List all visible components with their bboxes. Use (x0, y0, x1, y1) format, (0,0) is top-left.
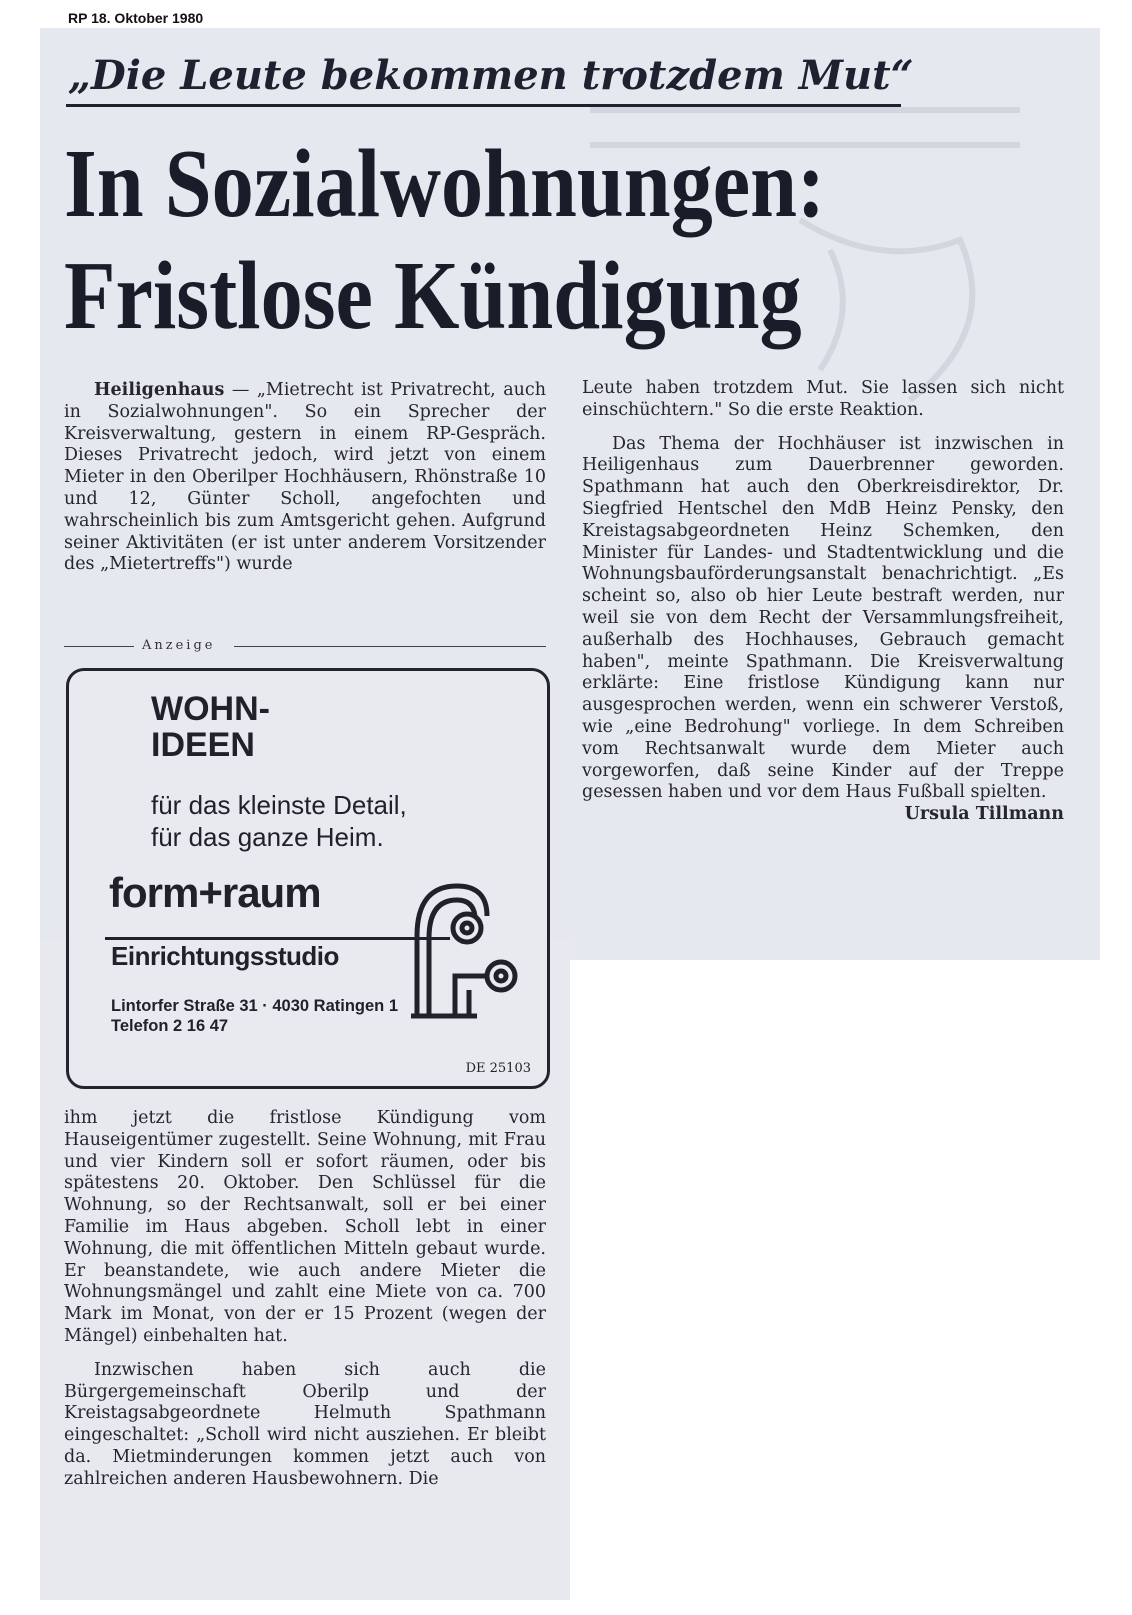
article-column-left-top (64, 380, 546, 588)
form-raum-logo-icon (407, 876, 527, 1026)
ad-address-line-2: Telefon 2 16 47 (111, 1017, 229, 1035)
ad-label (64, 638, 546, 654)
clipping-tail (570, 900, 1100, 960)
ad-brand: form+raum (109, 869, 321, 916)
kicker: „Die Leute bekommen trotzdem Mut“ (68, 52, 914, 99)
paragraph (582, 433, 1064, 825)
ad-code: DE 25103 (465, 1061, 531, 1076)
ad-studio: Einrichtungsstudio (111, 941, 339, 971)
paragraph-text: Das Thema der Hochhäuser ist inzwischen in Heiligenhaus zum Dauerbrenner geworden. Spathmann hat auch den Oberkreisdirektor, Dr. Siegfried Hentschel den MdB Heinz Pensky, den Kreistagsabgeordneten Heinz Schemken, den Minister für Landes- und Stadtentwicklung und die Wohnungsbauförderungsanstalt benachrichtigt. „Es scheint so, also ob hier Leute bestraft werden, nur weil sie von dem Recht der Versammlungsfreiheit, außerhalb des Hochhauses, Gebrauch gemacht haben", meinte Spathmann. Die Kreisverwaltung erklärte: Eine fristlose Kündigung kann nur ausgesprochen werden, wenn ein schwerer Verstoß, wie „eine Bedrohung" vorliege. In dem Schreiben vom Rechtsanwalt wurde dem Mieter auch vorgeworfen, daß seine Kinder auf der Treppe gesessen haben und vor dem Haus Fußball spielten. (582, 433, 1064, 803)
ad-address (111, 996, 398, 1036)
kicker-underline (66, 104, 901, 107)
article-column-left-bottom (64, 1108, 546, 1503)
paragraph: Leute haben trotzdem Mut. Sie lassen sich nicht einschüchtern." So die erste Reaktion. (582, 378, 1064, 420)
ad-address-line-1: Lintorfer Straße 31 · 4030 Ratingen 1 (111, 997, 399, 1015)
dateline: Heiligenhaus (94, 380, 225, 400)
ad-label-text: Anzeige (139, 638, 218, 653)
ad-subtitle-line-1: für das kleinste Detail, (151, 790, 407, 820)
advertisement (66, 668, 550, 1089)
paragraph: — „Mietrecht ist Privatrecht, auch in Sozialwohnungen". So ein Sprecher der Kreisverwaltung, gestern in einem RP-Gespräch. Dieses Privatrecht jedoch, wird jetzt von einem Mieter in den Oberilper Hochhäusern, Rhönstraße 10 und 12, Günter Scholl, angefochten und wahrscheinlich bis zum Amtsgericht gehen. Aufgrund seiner Aktivitäten (er ist unter anderem Vorsitzender des „Mietertreffs") wurde (64, 380, 546, 575)
ad-brand-rule (105, 937, 450, 940)
article-column-right (582, 378, 1064, 826)
byline: Ursula Tillmann (904, 804, 1064, 825)
headline (64, 128, 924, 352)
ad-title (151, 691, 270, 763)
ad-subtitle (151, 789, 407, 853)
ad-label-rule-left (64, 646, 134, 647)
headline-line-1: In Sozialwohnungen: (64, 130, 826, 238)
paragraph: ihm jetzt die fristlose Kündigung vom Hauseigentümer zugestellt. Seine Wohnung, mit Frau und vier Kindern soll er sofort räumen, oder bis spätestens 20. Oktober. Den Schlüssel für die Wohnung, so der Rechtsanwalt, soll er bei einer Familie im Haus abgeben. Scholl lebt in einer Wohnung, die mit öffentlichen Mitteln gebaut wurde. Er beanstandete, wie auch andere Mieter die Wohnungsmängel und zahlt eine Miete von ca. 700 Mark im Monat, von der er 15 Prozent (wegen der Mängel) einbehalten hat. (64, 1108, 546, 1346)
ad-subtitle-line-2: für das ganze Heim. (151, 822, 384, 852)
source-label: RP 18. Oktober 1980 (68, 10, 204, 26)
ad-title-line-2: IDEEN (151, 726, 255, 764)
ad-title-line-1: WOHN- (151, 690, 270, 728)
ad-label-rule-right (234, 646, 546, 647)
paragraph: Inzwischen haben sich auch die Bürgergemeinschaft Oberilp und der Kreistagsabgeordnete Helmuth Spathmann eingeschaltet: „Scholl wird nicht ausziehen. Er bleibt da. Mietminderungen kommen jetzt auch von zahlreichen anderen Hausbewohnern. Die (64, 1359, 546, 1489)
headline-line-2: Fristlose Kündigung (64, 242, 802, 350)
